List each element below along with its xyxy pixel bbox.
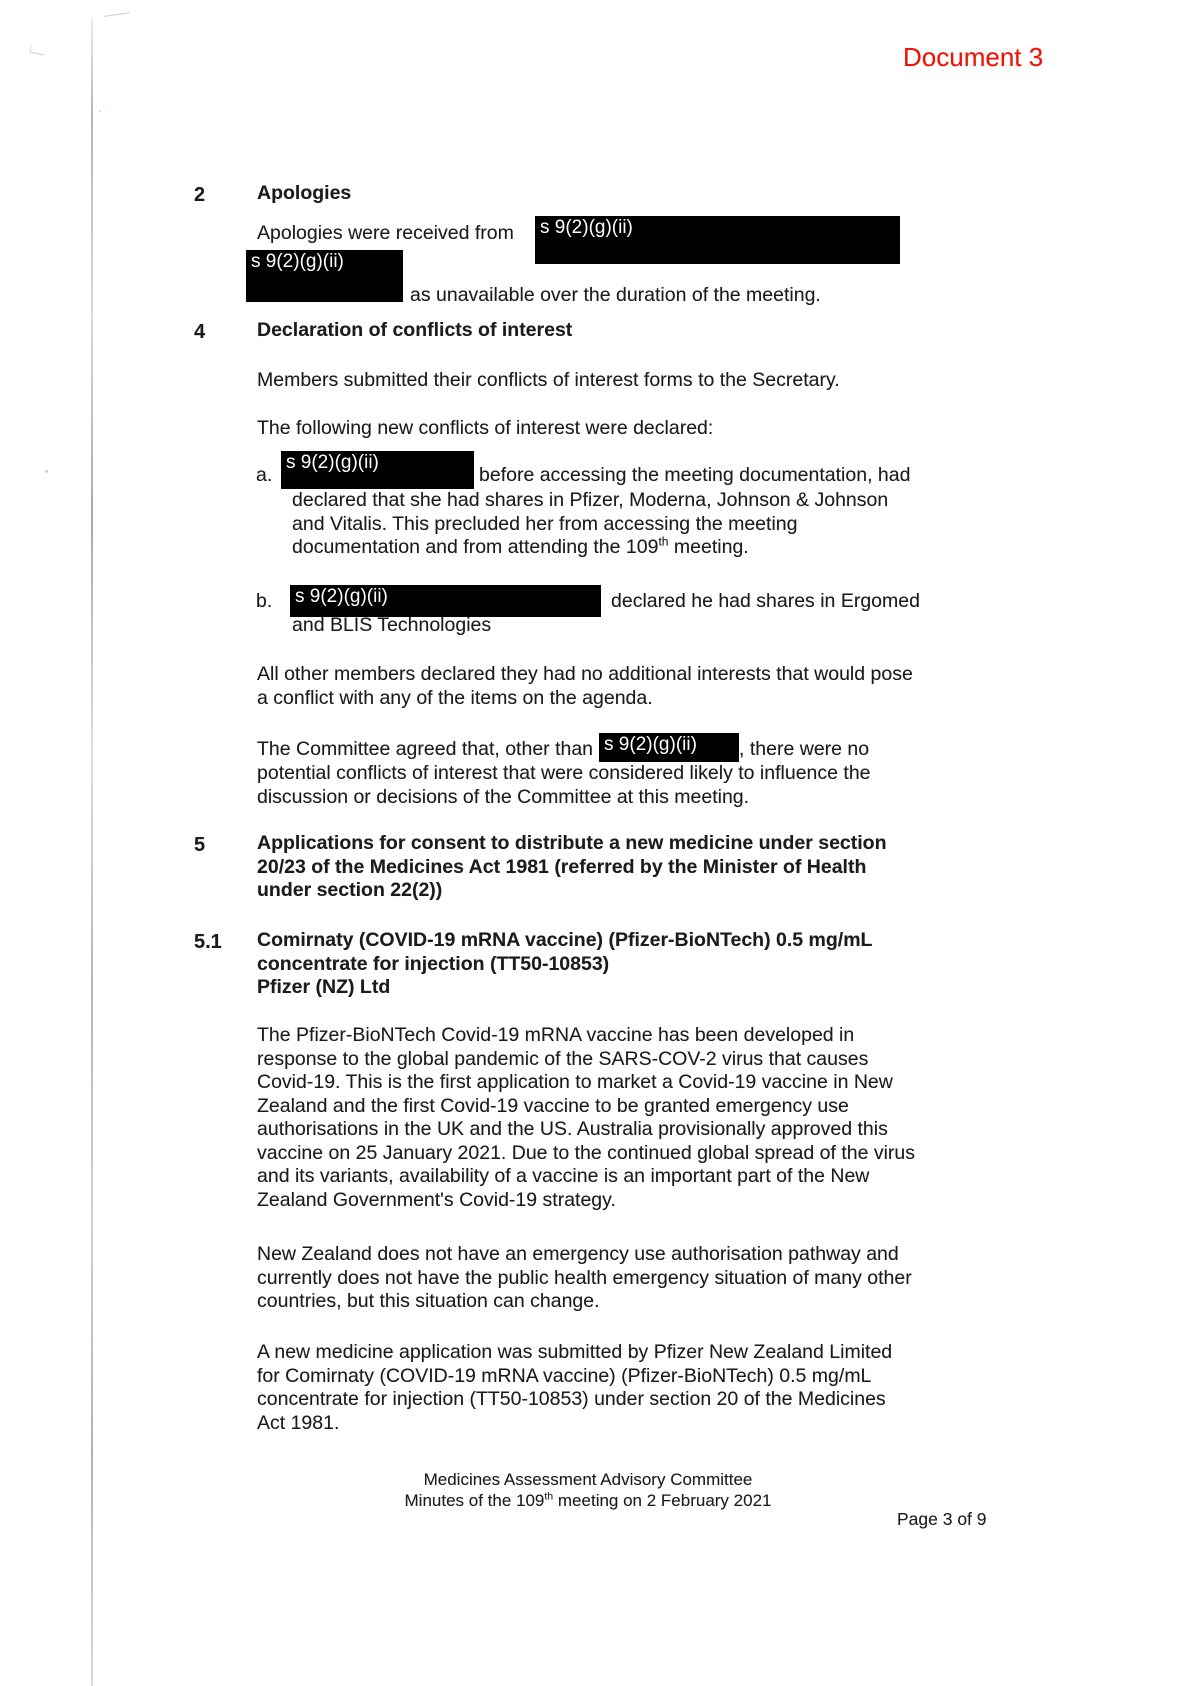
apologies-line1-text: Apologies were received from: [257, 222, 514, 244]
redaction-label: s 9(2)(g)(ii): [295, 586, 388, 607]
pencil-mark: [104, 12, 130, 21]
section-5-heading: [257, 832, 887, 903]
body-line: discussion or decisions of the Committee at this meeting.: [257, 785, 750, 808]
section-2-number: 2: [194, 184, 206, 206]
body-line: Zealand and the first Covid-19 vaccine to be granted emergency use: [257, 1094, 849, 1117]
body-line: potential conflicts of interest that were considered likely to influence the: [257, 762, 871, 784]
body-line: Zealand Government's Covid-19 strategy.: [257, 1188, 616, 1211]
body-line: Covid-19. This is the first application to market a Covid-19 vaccine in New: [257, 1071, 893, 1093]
footer-committee-block: [378, 1470, 798, 1511]
body-line: New Zealand does not have an emergency use authorisation pathway and: [257, 1243, 899, 1265]
nz-pathway-paragraph: [257, 1243, 912, 1314]
redaction-label: s 9(2)(g)(ii): [604, 734, 697, 755]
heading-line: concentrate for injection (TT50-10853): [257, 952, 610, 975]
item-a-line1-text: before accessing the meeting documentation, had: [479, 464, 911, 486]
pencil-mark: ·˙: [98, 103, 107, 118]
item-b-line1-text: declared he had shares in Ergomed: [611, 590, 920, 612]
superscript-th: th: [658, 534, 669, 549]
body-line: and Vitalis. This precluded her from accessing the meeting: [292, 512, 798, 535]
document-stamp: Document 3: [903, 42, 1044, 72]
page-number-label: Page 3 of 9: [897, 1509, 987, 1529]
redaction-label: s 9(2)(g)(ii): [540, 217, 633, 238]
redaction-bar-item-b: [290, 585, 601, 617]
scan-binding-line: [91, 18, 93, 1686]
body-line: documentation and from attending the 109th meeting.: [292, 534, 749, 558]
body-line: concentrate for injection (TT50-10853) under section 20 of the Medicines: [257, 1388, 886, 1410]
section-5-1-heading: [257, 929, 872, 1000]
body-line: countries, but this situation can change.: [257, 1290, 600, 1312]
section-5-1-number: 5.1: [194, 931, 222, 953]
body-line: declared that she had shares in Pfizer, Moderna, Johnson & Johnson: [292, 489, 889, 511]
committee-agreed-paragraph: [257, 733, 871, 809]
heading-line: Applications for consent to distribute a new medicine under section: [257, 832, 887, 854]
footer-minutes-line: Minutes of the 109th meeting on 2 February 2021: [404, 1489, 772, 1510]
body-line: vaccine on 25 January 2021. Due to the continued global spread of the virus: [257, 1141, 916, 1164]
list-item-a-marker: a.: [256, 464, 273, 486]
vaccine-background-paragraph: [257, 1024, 915, 1212]
body-line: A new medicine application was submitted by Pfizer New Zealand Limited: [257, 1341, 893, 1363]
pencil-mark: [29, 45, 45, 56]
body-line: authorisations in the UK and the US. Australia provisionally approved this: [257, 1118, 888, 1140]
redaction-bar-inline: [599, 733, 739, 762]
apologies-line2-text: as unavailable over the duration of the meeting.: [410, 284, 821, 306]
section-5-number: 5: [194, 834, 206, 856]
body-line: and BLIS Technologies: [292, 614, 492, 636]
section-4-heading: Declaration of conflicts of interest: [257, 319, 573, 341]
redaction-label: s 9(2)(g)(ii): [251, 251, 344, 272]
body-line: All other members declared they had no additional interests that would pose: [257, 663, 913, 685]
body-line: and its variants, availability of a vaccine is an important part of the New: [257, 1165, 870, 1187]
footer-org-line: Medicines Assessment Advisory Committee: [423, 1470, 753, 1489]
section-2-heading: Apologies: [257, 182, 352, 204]
list-item-b-marker: b.: [256, 590, 273, 612]
redaction-bar-apologies-1: [535, 216, 900, 264]
redaction-bar-item-a: [281, 451, 474, 489]
body-line: currently does not have the public health emergency situation of many other: [257, 1266, 912, 1289]
heading-line: 20/23 of the Medicines Act 1981 (referred by the Minister of Health: [257, 855, 867, 878]
body-line: for Comirnaty (COVID-19 mRNA vaccine) (Pfizer-BioNTech) 0.5 mg/mL: [257, 1364, 872, 1387]
body-line: Act 1981.: [257, 1411, 340, 1434]
redaction-label: s 9(2)(g)(ii): [286, 452, 379, 473]
heading-line: under section 22(2)): [257, 879, 443, 901]
heading-line: Comirnaty (COVID-19 mRNA vaccine) (Pfizer-BioNTech) 0.5 mg/mL: [257, 929, 873, 951]
superscript-th: th: [544, 1489, 554, 1502]
body-line: Members submitted their conflicts of interest forms to the Secretary.: [257, 369, 840, 391]
item-a-continuation: [292, 489, 888, 560]
application-submitted-paragraph: [257, 1341, 892, 1435]
redaction-bar-apologies-2: [246, 250, 403, 302]
body-line: The Pfizer-BioNTech Covid-19 mRNA vaccine has been developed in: [257, 1024, 855, 1046]
body-line: response to the global pandemic of the SARS-COV-2 virus that causes: [257, 1047, 869, 1070]
body-line: The Committee agreed that, other than s 9(2)(g)(ii) , there were no: [257, 734, 870, 760]
section-4-number: 4: [194, 321, 206, 343]
body-line: The following new conflicts of interest were declared:: [257, 417, 714, 439]
speck: [45, 470, 48, 473]
no-additional-interests-paragraph: [257, 663, 913, 710]
heading-line: Pfizer (NZ) Ltd: [257, 976, 391, 998]
body-line: a conflict with any of the items on the agenda.: [257, 686, 653, 709]
